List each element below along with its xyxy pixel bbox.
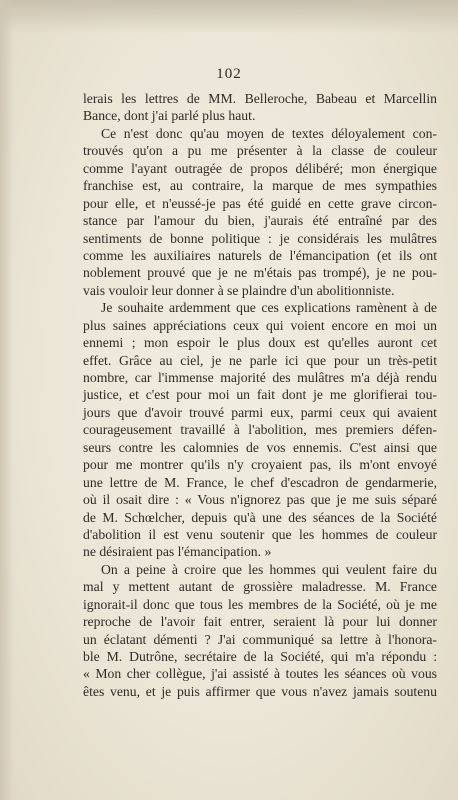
text-line: lerais les lettres de MM. Belleroche, Babeau et Marcellin (83, 91, 437, 106)
page-number: 102 (216, 66, 242, 82)
text-line: noblement prouvé que je ne m'étais pas trompé), je ne pou- (83, 265, 437, 281)
text-line: êtes venu, et je puis affirmer que vous n'avez jamais soutenu (83, 683, 437, 699)
text-line: pour me montrer qu'ils n'y croyaient pas, ils m'ont envoyé (83, 457, 437, 473)
text-line: Ce n'est donc qu'au moyen de textes déloyalement con- (101, 125, 437, 141)
text-line: d'abolition il est venu soutenir que les hommes de couleur (83, 526, 437, 542)
text-line: sentiments de bonne politique : je considérais les mulâtres (83, 230, 437, 246)
text-line: Bance, dont j'ai parlé plus haut. (83, 108, 256, 124)
text-line: ennemi ; mon espoir le plus doux est qu'elles auront cet (83, 335, 437, 351)
text-line: courageusement travaillé à l'abolition, mes premiers défen- (83, 422, 437, 438)
text-line: On a peine à croire que les hommes qui veulent faire du (101, 561, 437, 577)
text-line: effet. Grâce au ciel, je ne parle ici que pour un très-petit (83, 352, 437, 368)
text-line: franchise est, au contraire, la marque de mes sympathies (83, 178, 437, 194)
text-line: justice, et c'est pour moi un fait dont je me glorifierai tou- (83, 387, 437, 403)
text-line: comme l'ayant outragée de propos délibéré; mon énergique (83, 160, 437, 176)
text-line: plus saines appréciations ceux qui voient encore en moi un (83, 317, 437, 333)
text-line: reproche de l'avoir fait entrer, seraient là pour lui donner (83, 614, 437, 630)
text-line: mal y mettent autant de grossière maladresse. M. France (83, 579, 437, 595)
text-line: une lettre de M. France, le chef d'escadron de gendarmerie, (83, 474, 437, 490)
text-line: seurs contre les calomnies de vos ennemis. C'est ainsi que (83, 439, 437, 455)
text-line: où il osait dire : « Vous n'ignorez pas que je me suis séparé (83, 492, 437, 508)
text-line: jours que d'avoir trouvé parmi eux, parmi ceux qui avaient (83, 404, 437, 420)
text-line: pour elle, et n'eussé-je pas été guidé en cette grave circon- (83, 195, 437, 211)
text-line: Je souhaite ardemment que ces explications ramènent à de (101, 300, 437, 316)
text-line: stance par l'amour du bien, j'aurais été entraîné par des (83, 213, 437, 229)
page-shadow-left (0, 0, 14, 800)
text-line: ble M. Dutrône, secrétaire de la Société, qui m'a répondu : (83, 649, 437, 664)
page-shadow-top (0, 0, 458, 34)
text-line: vais vouloir leur donner à se plaindre d'un abolitionniste. (83, 282, 395, 298)
body-text (83, 90, 437, 700)
text-line: de M. Schœlcher, depuis qu'à une des séances de la Société (83, 509, 437, 525)
text-line: ne désiraient pas l'émancipation. » (83, 544, 272, 560)
text-line: comme les auxiliaires naturels de l'émancipation (et ils ont (83, 247, 437, 263)
text-line: ignorait-il donc que tous les membres de la Société, où je me (83, 596, 437, 612)
text-line: nombre, car l'immense majorité des mulâtres m'a déjà rendu (83, 370, 437, 385)
text-line: trouvés qu'on a pu me présenter à la classe de couleur (83, 143, 437, 159)
text-line: « Mon cher collègue, j'ai assisté à toutes les séances où vous (83, 666, 437, 682)
text-line: un éclatant démenti ? J'ai communiqué sa lettre à l'honora- (83, 631, 437, 647)
